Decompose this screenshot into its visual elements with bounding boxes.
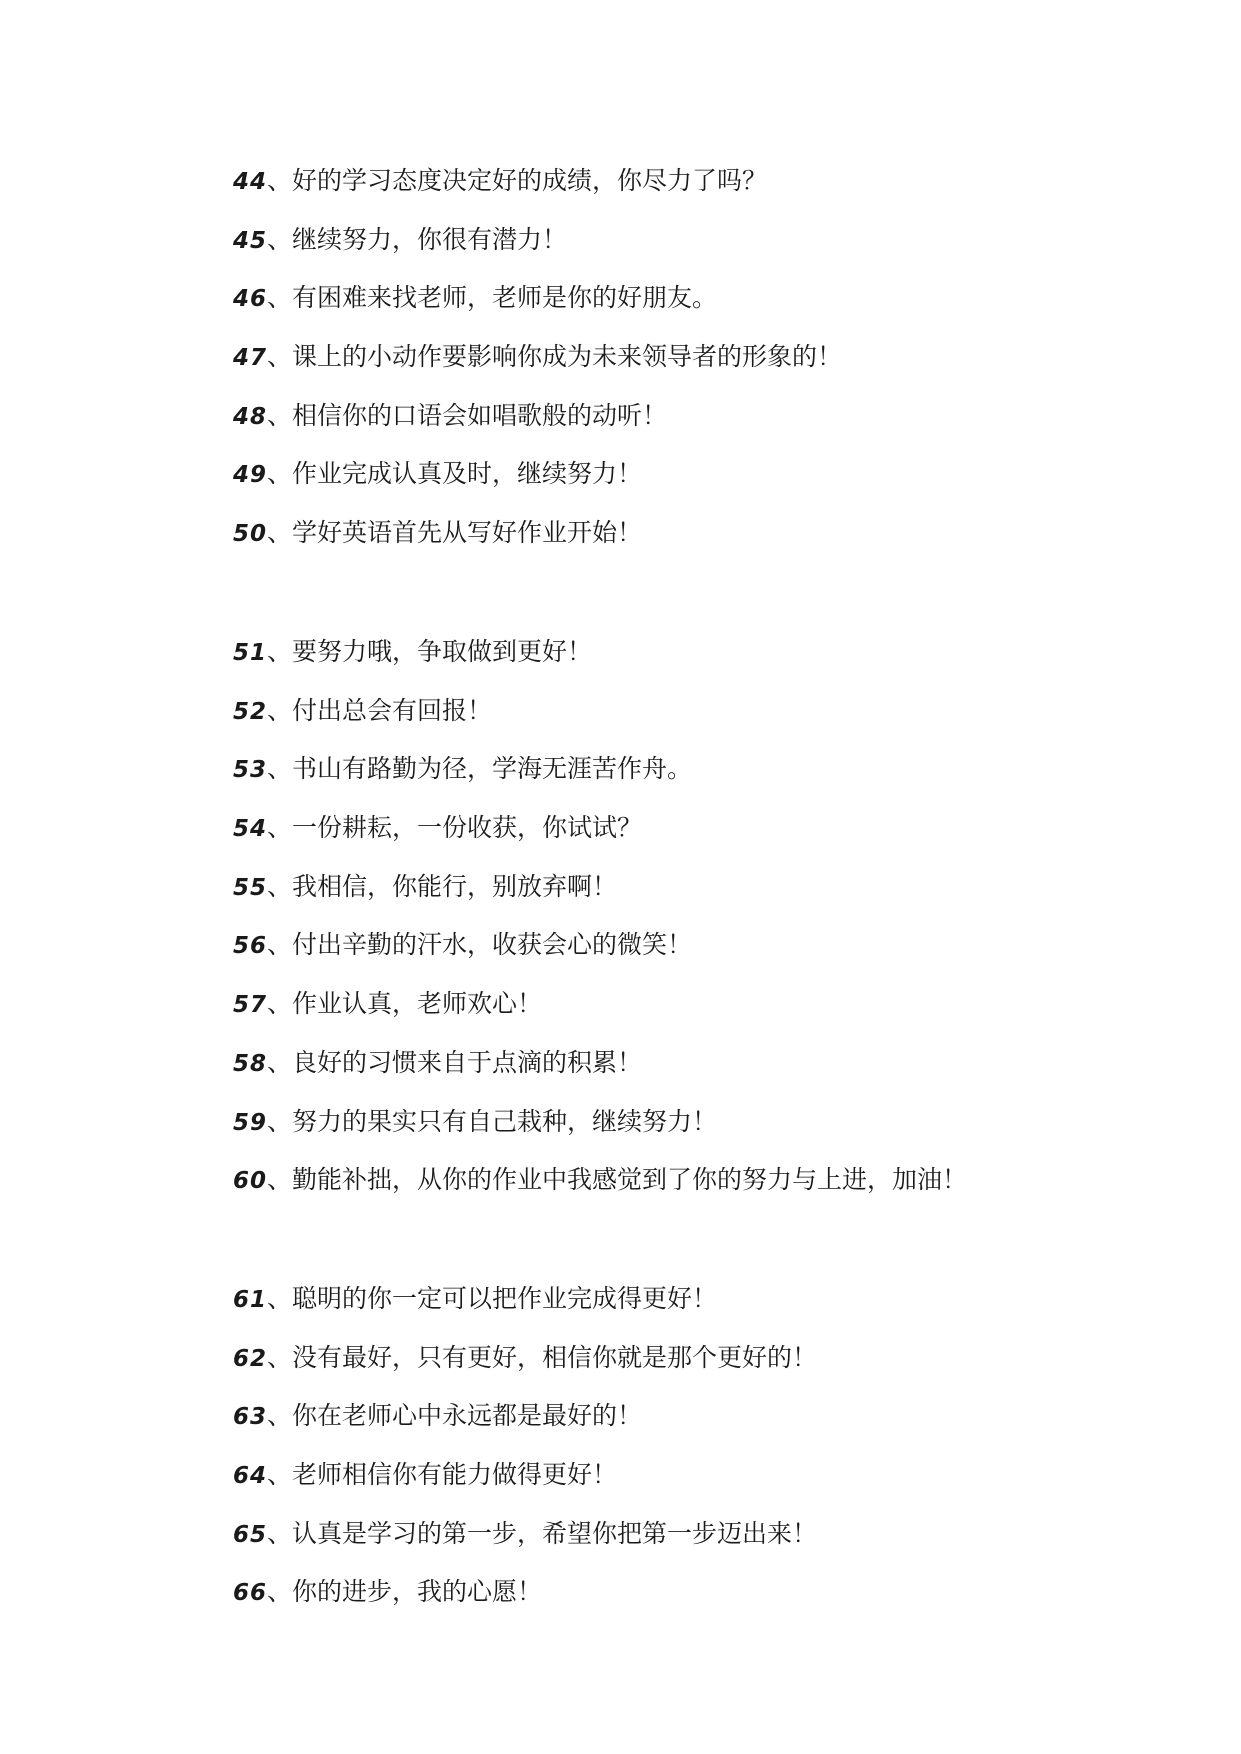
item-number: 51 <box>233 640 268 666</box>
list-item <box>233 799 1133 858</box>
item-number: 54 <box>233 816 268 843</box>
list-item <box>233 504 1133 563</box>
item-number: 59 <box>233 1109 268 1136</box>
item-text: 作业完成认真及时，继续努力！ <box>292 459 643 489</box>
item-number: 57 <box>233 992 268 1019</box>
item-separator: 、 <box>267 166 293 195</box>
item-number: 61 <box>233 1287 268 1313</box>
item-separator: 、 <box>267 224 293 254</box>
item-text: 好的学习态度决定好的成绩，你尽力了吗？ <box>292 166 768 195</box>
item-separator: 、 <box>267 459 293 489</box>
item-number: 46 <box>233 286 268 313</box>
item-text: 付出总会有回报！ <box>292 695 493 725</box>
list-item <box>233 682 1133 741</box>
item-number: 66 <box>233 1580 268 1607</box>
list-item <box>233 740 1133 799</box>
item-separator: 、 <box>267 695 293 725</box>
item-number: 49 <box>233 462 268 489</box>
item-separator: 、 <box>267 342 293 372</box>
list-item <box>233 1151 1133 1210</box>
item-text: 认真是学习的第一步，希望你把第一步迈出来！ <box>292 1518 818 1548</box>
item-separator: 、 <box>267 1460 293 1490</box>
list-item <box>233 328 1133 387</box>
item-separator: 、 <box>267 1165 293 1195</box>
item-separator: 、 <box>267 1047 293 1077</box>
item-number: 47 <box>233 345 268 372</box>
item-separator: 、 <box>267 637 293 666</box>
list-item <box>233 623 1133 682</box>
list-item <box>233 1093 1133 1152</box>
item-number: 56 <box>233 933 268 960</box>
item-separator: 、 <box>267 1518 293 1548</box>
item-separator: 、 <box>267 1342 293 1372</box>
list-item <box>233 387 1133 446</box>
comment-group-2 <box>233 623 1133 1210</box>
item-text: 聪明的你一定可以把作业完成得更好！ <box>292 1284 718 1313</box>
list-item <box>233 152 1133 211</box>
item-separator: 、 <box>267 1106 293 1136</box>
list-item <box>233 1387 1133 1446</box>
list-item <box>233 1034 1133 1093</box>
list-item <box>233 1563 1133 1622</box>
item-text: 没有最好，只有更好，相信你就是那个更好的！ <box>292 1342 818 1372</box>
item-text: 课上的小动作要影响你成为未来领导者的形象的！ <box>292 342 843 372</box>
item-text: 有困难来找老师，老师是你的好朋友。 <box>292 283 718 313</box>
list-item <box>233 269 1133 328</box>
list-item <box>233 211 1133 270</box>
item-text: 努力的果实只有自己栽种，继续努力！ <box>292 1106 718 1136</box>
item-separator: 、 <box>267 518 293 548</box>
item-number: 50 <box>233 521 268 548</box>
item-text: 一份耕耘，一份收获，你试试？ <box>292 813 643 843</box>
item-number: 60 <box>233 1168 268 1195</box>
item-text: 我相信，你能行，别放弃啊！ <box>292 871 618 901</box>
item-separator: 、 <box>267 754 293 784</box>
item-text: 付出辛勤的汗水，收获会心的微笑！ <box>292 930 693 960</box>
item-separator: 、 <box>267 400 293 430</box>
item-separator: 、 <box>267 1577 293 1607</box>
item-number: 52 <box>233 698 268 725</box>
item-number: 63 <box>233 1404 268 1431</box>
item-number: 58 <box>233 1050 268 1077</box>
item-number: 48 <box>233 403 268 430</box>
item-text: 勤能补拙，从你的作业中我感觉到了你的努力与上进，加油！ <box>292 1165 968 1195</box>
list-item <box>233 1270 1133 1329</box>
item-separator: 、 <box>267 989 293 1019</box>
item-text: 继续努力，你很有潜力！ <box>292 224 568 254</box>
item-text: 良好的习惯来自于点滴的积累！ <box>292 1047 643 1077</box>
list-item <box>233 445 1133 504</box>
item-separator: 、 <box>267 283 293 313</box>
comment-group-3 <box>233 1270 1133 1622</box>
list-item <box>233 1446 1133 1505</box>
item-text: 你在老师心中永远都是最好的！ <box>292 1401 643 1431</box>
item-number: 45 <box>233 227 268 254</box>
item-text: 相信你的口语会如唱歌般的动听！ <box>292 400 668 430</box>
list-item <box>233 858 1133 917</box>
item-number: 65 <box>233 1521 268 1548</box>
item-separator: 、 <box>267 1284 293 1313</box>
list-item <box>233 916 1133 975</box>
list-item <box>233 975 1133 1034</box>
item-separator: 、 <box>267 1401 293 1431</box>
item-number: 62 <box>233 1345 268 1372</box>
item-text: 你的进步，我的心愿！ <box>292 1577 543 1607</box>
item-separator: 、 <box>267 871 293 901</box>
item-number: 53 <box>233 757 268 784</box>
list-item <box>233 1505 1133 1564</box>
item-separator: 、 <box>267 813 293 843</box>
item-text: 要努力哦，争取做到更好！ <box>292 637 593 666</box>
item-text: 作业认真，老师欢心！ <box>292 989 543 1019</box>
item-separator: 、 <box>267 930 293 960</box>
item-number: 55 <box>233 874 268 901</box>
item-text: 学好英语首先从写好作业开始！ <box>292 518 643 548</box>
comment-group-1 <box>233 152 1133 563</box>
list-item <box>233 1329 1133 1388</box>
item-number: 64 <box>233 1463 268 1490</box>
item-text: 书山有路勤为径，学海无涯苦作舟。 <box>292 754 693 784</box>
item-number: 44 <box>233 169 268 195</box>
item-text: 老师相信你有能力做得更好！ <box>292 1460 618 1490</box>
